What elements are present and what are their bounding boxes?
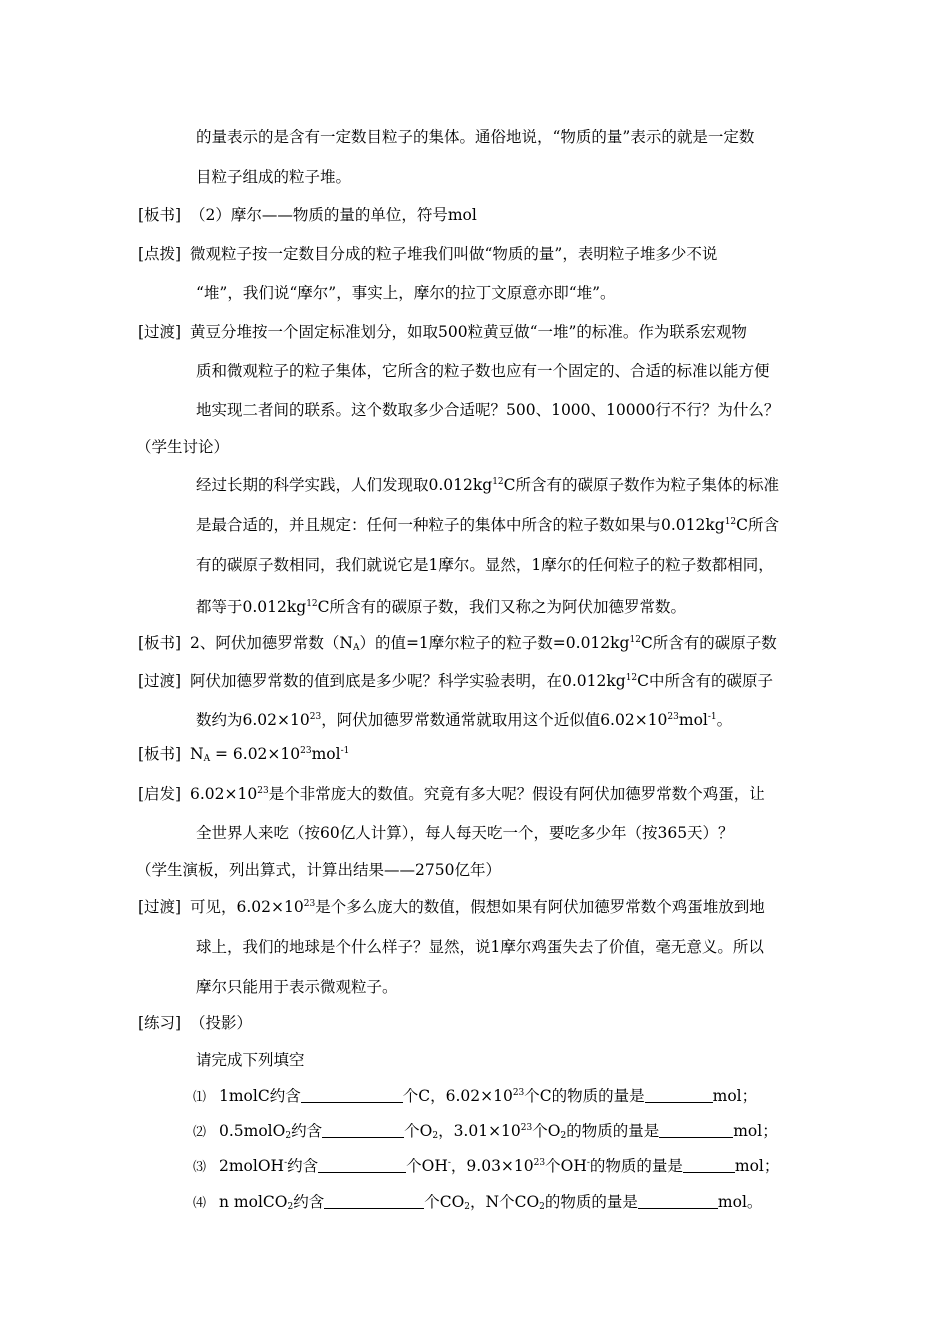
board-note: [板书] $N_A = 6.02\times 10^{23}mol^{-1}$: [138, 745, 350, 764]
text-line: “堆”，我们说“摩尔”，事实上，摩尔的拉丁文原意亦即“堆”。: [196, 284, 616, 302]
answer-blank[interactable]: [645, 1088, 713, 1103]
answer-blank[interactable]: [638, 1194, 718, 1209]
exercise-item: ⑴ 1molC约含 个C，$6.02\times 10^{23}$个C的物质的量是 mol；: [193, 1087, 758, 1105]
text-line: 都等于$0.012kg^{12}C$所含有的碳原子数，我们又称之为阿伏加德罗常数。: [196, 598, 687, 616]
section-tag: [点拨]: [138, 245, 182, 263]
transition-section: [过渡] 可见，$6.02\times 10^{23}$是个多么庞大的数值，假想如果有阿伏加德罗常数个鸡蛋堆放到地: [138, 898, 765, 916]
exercise-item: ⑵ 0.5molO$_2$约含 个$O_2$，$3.01\times 10^{23}$个$O_2$的物质的量是 mol；: [193, 1122, 778, 1141]
transition-section: [过渡] 阿伏加德罗常数的值到底是多少呢？科学实验表明，在$0.012kg^{12}C$中所含有的碳原子: [138, 672, 774, 690]
text-line: 是最合适的，并且规定：任何一种粒子的集体中所含的粒子数如果与$0.012kg^{12}C$所含: [196, 516, 780, 534]
exercise-item: ⑶ 2molOH-约含 个OH-，$9.03\times 10^{23}$个OH-的物质的量是 mol；: [193, 1157, 780, 1175]
exercise-title: 请完成下列填空: [196, 1051, 305, 1069]
section-tag: [过渡]: [138, 323, 182, 341]
student-discussion: （学生讨论）: [136, 438, 230, 456]
exercise-header: [练习] （投影）: [138, 1014, 253, 1032]
answer-blank[interactable]: [324, 1194, 424, 1209]
section-tag: [板书]: [138, 745, 182, 763]
board-note: [板书] 2、阿伏加德罗常数$(N_A)$的值=1摩尔粒子的粒子数$=0.012kg^{12}C$所含有的碳原子数: [138, 634, 777, 653]
exercise-item: ⑷ n molCO$_2$约含 个$CO_2$，N个$CO_2$的物质的量是 mol。: [193, 1193, 763, 1212]
text-line: 摩尔只能用于表示微观粒子。: [196, 978, 398, 996]
section-tag: [过渡]: [138, 672, 182, 690]
text-line: 质和微观粒子的粒子集体，它所含的粒子数也应有一个固定的、合适的标准以能方便: [196, 362, 770, 380]
answer-blank[interactable]: [318, 1158, 406, 1173]
text-line: 微观粒子按一定数目分成的粒子堆我们叫做“物质的量”，表明粒子堆多少不说: [190, 245, 718, 263]
section-tag: [启发]: [138, 785, 182, 803]
hint-section: [138, 244, 717, 264]
answer-blank[interactable]: [301, 1088, 403, 1103]
section-tag: [板书]: [138, 206, 182, 224]
inspire-section: [启发] $6.02\times 10^{23}$是个非常庞大的数值。究竟有多大呢？假设有阿伏加德罗常数个鸡蛋，让: [138, 785, 765, 803]
text-line: 球上，我们的地球是个什么样子？显然，说1摩尔鸡蛋失去了价值，毫无意义。所以: [196, 938, 764, 956]
text-line: 有的碳原子数相同，我们就说它是1摩尔。显然，1摩尔的任何粒子的粒子数都相同，: [196, 556, 774, 574]
section-tag: [过渡]: [138, 898, 182, 916]
board-note: [138, 205, 477, 225]
text-line: 数约为$6.02\times 10^{23}$，阿伏加德罗常数通常就取用这个近似值$6.02\times 10^{23}mol^{-1}$。: [196, 711, 733, 729]
answer-blank[interactable]: [322, 1123, 404, 1138]
student-activity: （学生演板，列出算式，计算出结果——2750亿年）: [136, 861, 501, 879]
section-tag: [练习]: [138, 1014, 182, 1032]
transition-section: [138, 322, 747, 342]
section-tag: [板书]: [138, 634, 182, 652]
text-line: 的量表示的是含有一定数目粒子的集体。通俗地说，“物质的量”表示的就是一定数: [196, 128, 755, 146]
text-line: 经过长期的科学实践，人们发现取$0.012kg^{12}C$所含有的碳原子数作为粒子集体的标准: [196, 476, 780, 494]
answer-blank[interactable]: [683, 1158, 735, 1173]
answer-blank[interactable]: [659, 1123, 733, 1138]
text-line: （2）摩尔——物质的量的单位，符号mol: [190, 206, 477, 224]
text-line: 全世界人来吃（按60亿人计算），每人每天吃一个，要吃多少年（按365天）？: [196, 824, 734, 842]
text-line: 黄豆分堆按一个固定标准划分，如取500粒黄豆做“一堆”的标准。作为联系宏观物: [190, 323, 747, 341]
text-line: 目粒子组成的粒子堆。: [196, 168, 352, 186]
text-line: 地实现二者间的联系。这个数取多少合适呢？500、1000、10000行不行？为什么？: [196, 401, 780, 419]
